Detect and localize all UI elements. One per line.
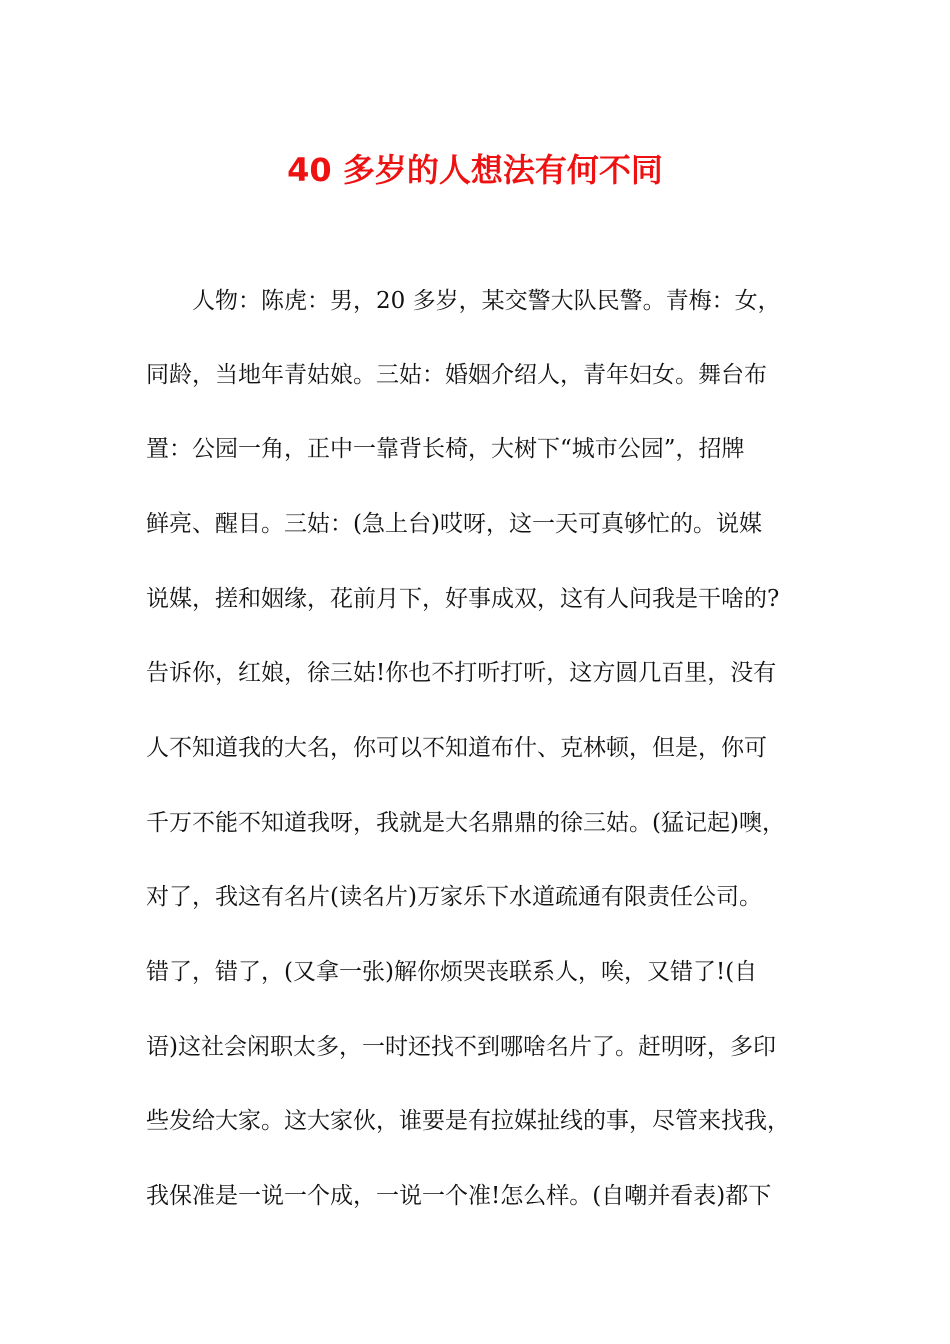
body-line-9: 对了，我这有名片(读名片)万家乐下水道疏通有限责任公司。 bbox=[146, 884, 762, 910]
body-line-12: 些发给大家。这大家伙，谁要是有拉媒扯线的事，尽管来找我， bbox=[146, 1108, 790, 1134]
body-line-7: 人不知道我的大名，你可以不知道布什、克林顿，但是，你可 bbox=[146, 735, 767, 761]
body-line-11: 语)这社会闲职太多，一时还找不到哪啥名片了。赶明呀，多印 bbox=[146, 1034, 776, 1060]
body-line-5: 说媒，搓和姻缘，花前月下，好事成双，这有人问我是干啥的? bbox=[146, 586, 780, 612]
body-line-3: 置：公园一角，正中一靠背长椅，大树下“城市公园”，招牌 bbox=[146, 436, 745, 462]
body-line-8: 千万不能不知道我呀，我就是大名鼎鼎的徐三姑。(猛记起)噢， bbox=[146, 810, 785, 836]
body-line-4: 鲜亮、醒目。三姑：(急上台)哎呀，这一天可真够忙的。说媒 bbox=[146, 511, 762, 537]
body-line-13: 我保准是一说一个成，一说一个准!怎么样。(自嘲并看表)都下 bbox=[146, 1183, 772, 1209]
document-title: 40 多岁的人想法有何不同 bbox=[287, 151, 663, 189]
body-line-2: 同龄，当地年青姑娘。三姑：婚姻介绍人，青年妇女。舞台布 bbox=[146, 362, 767, 388]
body-line-6: 告诉你，红娘，徐三姑!你也不打听打听，这方圆几百里，没有 bbox=[146, 660, 777, 686]
body-line-1: 人物：陈虎：男，20 多岁，某交警大队民警。青梅：女， bbox=[192, 288, 781, 314]
body-line-10: 错了，错了，(又拿一张)解你烦哭丧联系人，唉，又错了!(自 bbox=[146, 959, 758, 985]
